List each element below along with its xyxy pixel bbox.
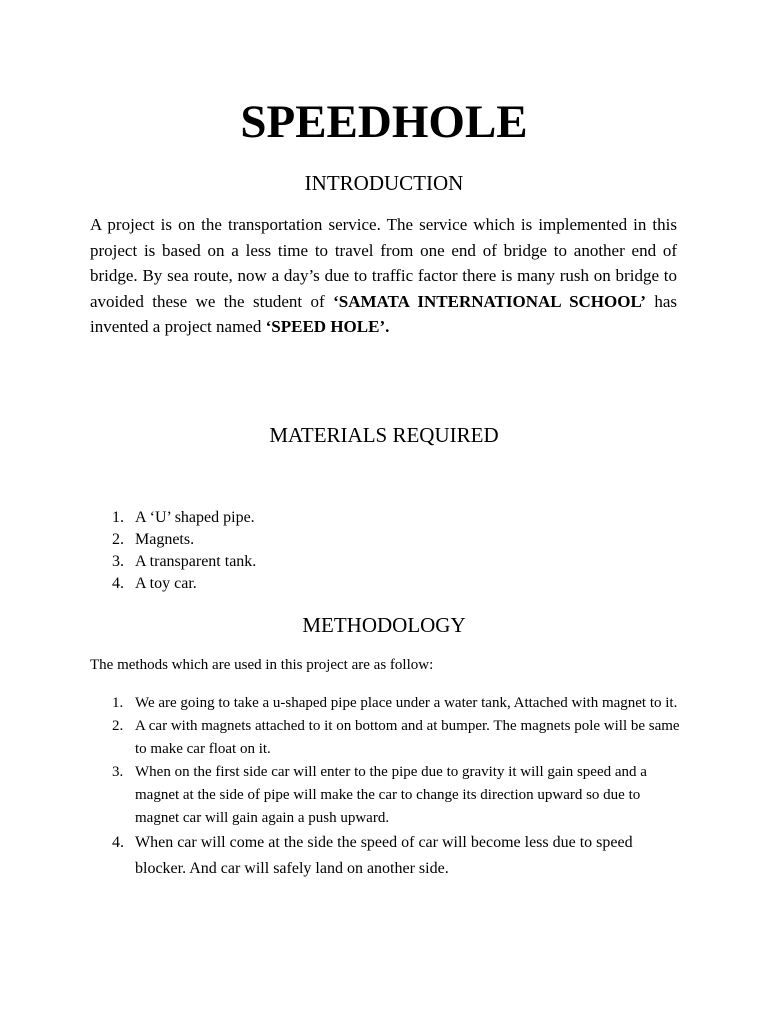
list-number: 2. — [112, 531, 124, 548]
methodology-list-item — [90, 692, 680, 715]
document-title: SPEEDHOLE — [240, 96, 528, 148]
methodology-heading: METHODOLOGY — [302, 613, 466, 637]
list-item-text: A car with magnets attached to it on bottom and at bumper. The magnets pole will be same to make car float on it. — [135, 718, 680, 757]
list-item-text: We are going to take a u-shaped pipe place under a water tank, Attached with magnet to it. — [135, 695, 678, 711]
school-name: ‘SAMATA INTERNATIONAL SCHOOL’ — [333, 291, 646, 311]
methodology-list-item — [90, 715, 680, 761]
list-item-text: A toy car. — [135, 575, 197, 592]
introduction-paragraph — [90, 212, 677, 340]
introduction-text-1: A project is on the transportation service. The service which is implemented in this project is based on a less time to travel from one end of bridge to another end of bridge. By sea route, now a day’s due to traffic factor there is many rush on bridge to avoided these we the student of — [90, 215, 677, 311]
list-item-text: Magnets. — [135, 531, 195, 548]
introduction-text-2: has invented a project named — [90, 291, 677, 337]
methodology-list-item — [90, 830, 680, 882]
list-number: 4. — [112, 834, 124, 851]
materials-heading: MATERIALS REQUIRED — [269, 423, 499, 447]
list-number: 3. — [112, 764, 124, 780]
list-number: 4. — [112, 575, 124, 592]
materials-list-item — [90, 573, 680, 595]
project-name: ‘SPEED HOLE’. — [265, 317, 390, 337]
methodology-list-item — [90, 761, 680, 830]
list-item-text: A transparent tank. — [135, 553, 257, 570]
introduction-heading: INTRODUCTION — [304, 171, 464, 195]
list-item-text: When car will come at the side the speed of car will become less due to speed blocker. And car will safely land on another side. — [135, 834, 633, 877]
materials-list-item — [90, 507, 680, 529]
methodology-intro: The methods which are used in this project are as follow: — [90, 657, 434, 673]
materials-list — [90, 507, 680, 595]
list-item-text: A ‘U’ shaped pipe. — [135, 509, 255, 526]
materials-list-item — [90, 529, 680, 551]
list-item-text: When on the first side car will enter to the pipe due to gravity it will gain speed and a magnet at the side of pipe will make the car to change its direction upward so due to magnet car will gain again a push upward. — [135, 764, 647, 826]
list-number: 2. — [112, 718, 124, 734]
list-number: 3. — [112, 553, 124, 570]
list-number: 1. — [112, 695, 124, 711]
methodology-list — [90, 692, 680, 882]
materials-list-item — [90, 551, 680, 573]
list-number: 1. — [112, 509, 124, 526]
